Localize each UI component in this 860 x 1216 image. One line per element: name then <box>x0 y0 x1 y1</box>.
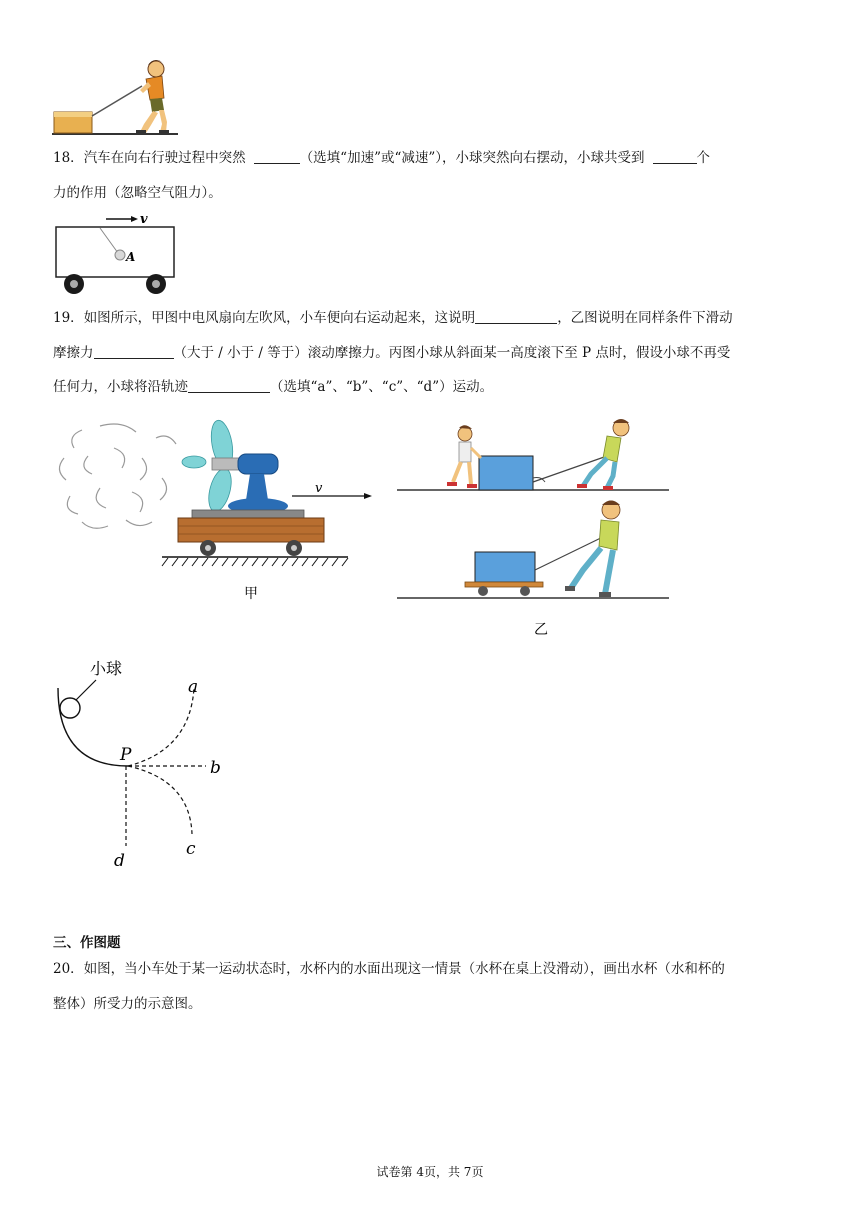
q19-number: 19． <box>53 310 84 326</box>
q18-text-3: 个 <box>696 150 711 166</box>
q20-line1 <box>53 959 805 979</box>
trajectory-a <box>128 688 194 766</box>
q19-text-1b: ，乙图说明在同样条件下滑动 <box>557 310 733 326</box>
ball-label: A <box>126 250 136 264</box>
jia-velocity-label: v <box>315 481 323 496</box>
trajectory-c <box>128 766 192 834</box>
figure-bing-trajectory <box>50 650 250 875</box>
q19-text-3b: （选填“a”、“b”、“c”、“d”）运动。 <box>270 379 494 395</box>
q18-text-2: （选填“加速”或“减速”），小球突然向右摆动，小球共受到 <box>299 150 645 166</box>
velocity-label: v <box>140 212 148 227</box>
label-b: b <box>210 758 221 778</box>
q18-text-1: 汽车在向右行驶过程中突然 <box>83 150 246 166</box>
figure-yi-friction <box>395 412 675 640</box>
q18-line1 <box>53 148 805 168</box>
figure-yi-label: 乙 <box>534 622 548 638</box>
label-d: d <box>114 851 125 871</box>
fan-motor <box>238 454 278 474</box>
pendulum-ball <box>115 250 125 260</box>
q19-text-2a: 摩擦力 <box>53 345 94 361</box>
q19-text-3a: 任何力，小球将沿轨迹 <box>53 379 188 395</box>
base-plate <box>192 510 304 518</box>
q19-text-2b: （大于 / 小于 / 等于）滚动摩擦力。丙图小球从斜面某一高度滚下至 P 点时，假设小球不再受 <box>173 345 731 361</box>
q20-line2: 整体）所受力的示意图。 <box>53 996 202 1012</box>
section-title: 三、作图题 <box>53 935 121 951</box>
wind-swirls <box>59 424 176 528</box>
fan-stand <box>246 474 268 500</box>
q19-text-1a: 如图所示，甲图中电风扇向左吹风，小车便向右运动起来，这说明 <box>83 310 476 326</box>
q19-line3 <box>53 377 805 397</box>
q20-text-1: 如图，当小车处于某一运动状态时，水杯内的水面出现这一情景（水杯在桌上没滑动），画出水杯（水和杯的 <box>83 961 725 977</box>
point-p-label: P <box>120 745 132 765</box>
figure-boy-pulling-box <box>50 52 180 136</box>
figure-jia-fan-cart <box>52 418 382 608</box>
q19-blank-1[interactable] <box>475 309 557 324</box>
q18-line2: 力的作用（忽略空气阻力）。 <box>53 185 222 201</box>
fan-hub <box>212 458 240 470</box>
cart-board <box>178 518 324 542</box>
bing-ball <box>60 698 80 718</box>
label-c: c <box>186 839 196 859</box>
q19-blank-2[interactable] <box>94 344 174 359</box>
q19-line1 <box>53 308 805 328</box>
q19-line2 <box>53 343 805 363</box>
yi-cart <box>465 582 543 587</box>
q18-blank-1[interactable] <box>254 149 300 164</box>
figure-car-pendulum <box>52 208 178 298</box>
q18-blank-2[interactable] <box>653 149 697 164</box>
yi-box-top <box>479 456 533 490</box>
q18-number: 18． <box>53 150 84 166</box>
car-body <box>56 227 174 277</box>
page-footer: 试卷第 4页，共 7页 <box>376 1165 484 1179</box>
q19-blank-3[interactable] <box>188 378 270 393</box>
ball-caption: 小球 <box>90 659 123 678</box>
label-a: a <box>188 677 199 697</box>
figure-jia-label: 甲 <box>244 586 258 602</box>
q20-number: 20． <box>53 961 84 977</box>
yi-box-bottom <box>475 552 535 582</box>
